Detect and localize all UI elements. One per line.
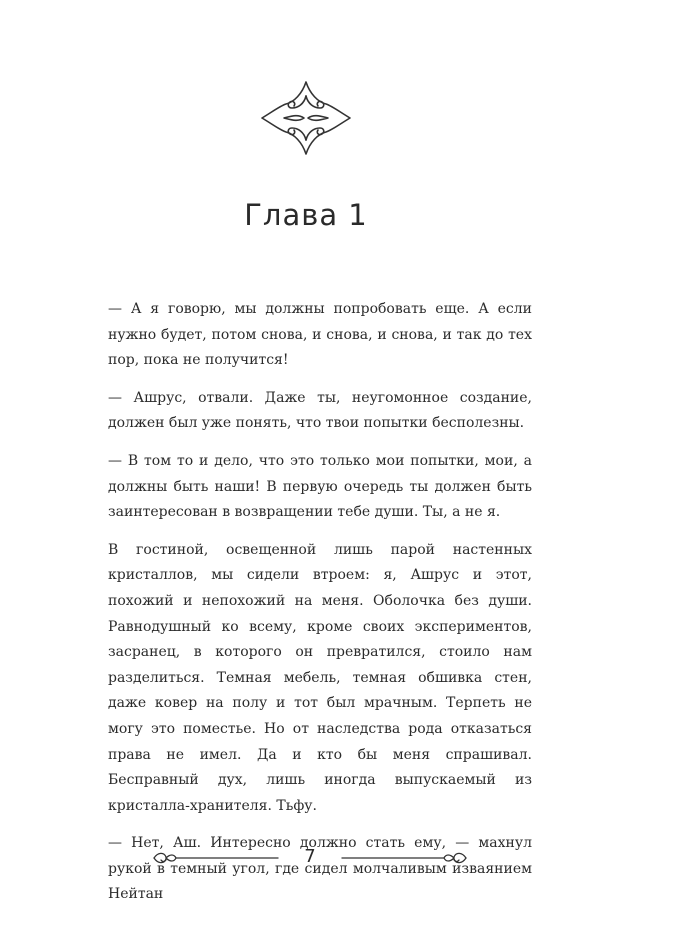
- flourish-icon: [340, 838, 470, 878]
- paragraph: — В том то и дело, что это только мои попытки, мои, а должны быть наши! В первую очередь ты должен быть заинтересован в возвращении тебе души. Ты, а не я.: [108, 452, 532, 521]
- paragraph: В гостиной, освещенной лишь парой настенных кристаллов, мы сидели втроем: я, Ашрус и этот, похожий и непохожий на меня. Оболочка без души. Равнодушный ко всему, кроме своих экспериментов, засранец, в которого он превратился, стоило нам разделиться. Темная мебель, темная обшивка стен, даже ковер на полу и тот был мрачным. Терпеть не могу это поместье. Но от наследства рода отказаться права не имел. Да и кто бы меня спрашивал. Бесправный дух, лишь иногда выпускаемый из кристалла-хранителя. Тьфу.: [108, 541, 532, 814]
- page-number: 7: [304, 846, 316, 867]
- ornament-icon: [260, 78, 352, 158]
- chapter-title: Глава 1: [244, 198, 368, 232]
- paragraph: — Нет, Аш. Интересно должно стать ему, — махнул рукой в темный угол, где сидел молчаливым изваянием Нейтан: [108, 835, 532, 903]
- chapter-text: [108, 297, 532, 908]
- paragraph: — Ашрус, отвали. Даже ты, неугомонное создание, должен был уже понять, что твои попытки бесполезны.: [108, 389, 532, 432]
- page-footer: [150, 838, 470, 878]
- paragraph: — А я говорю, мы должны попробовать еще. А если нужно будет, потом снова, и снова, и снова, и так до тех пор, пока не получится!: [108, 301, 532, 369]
